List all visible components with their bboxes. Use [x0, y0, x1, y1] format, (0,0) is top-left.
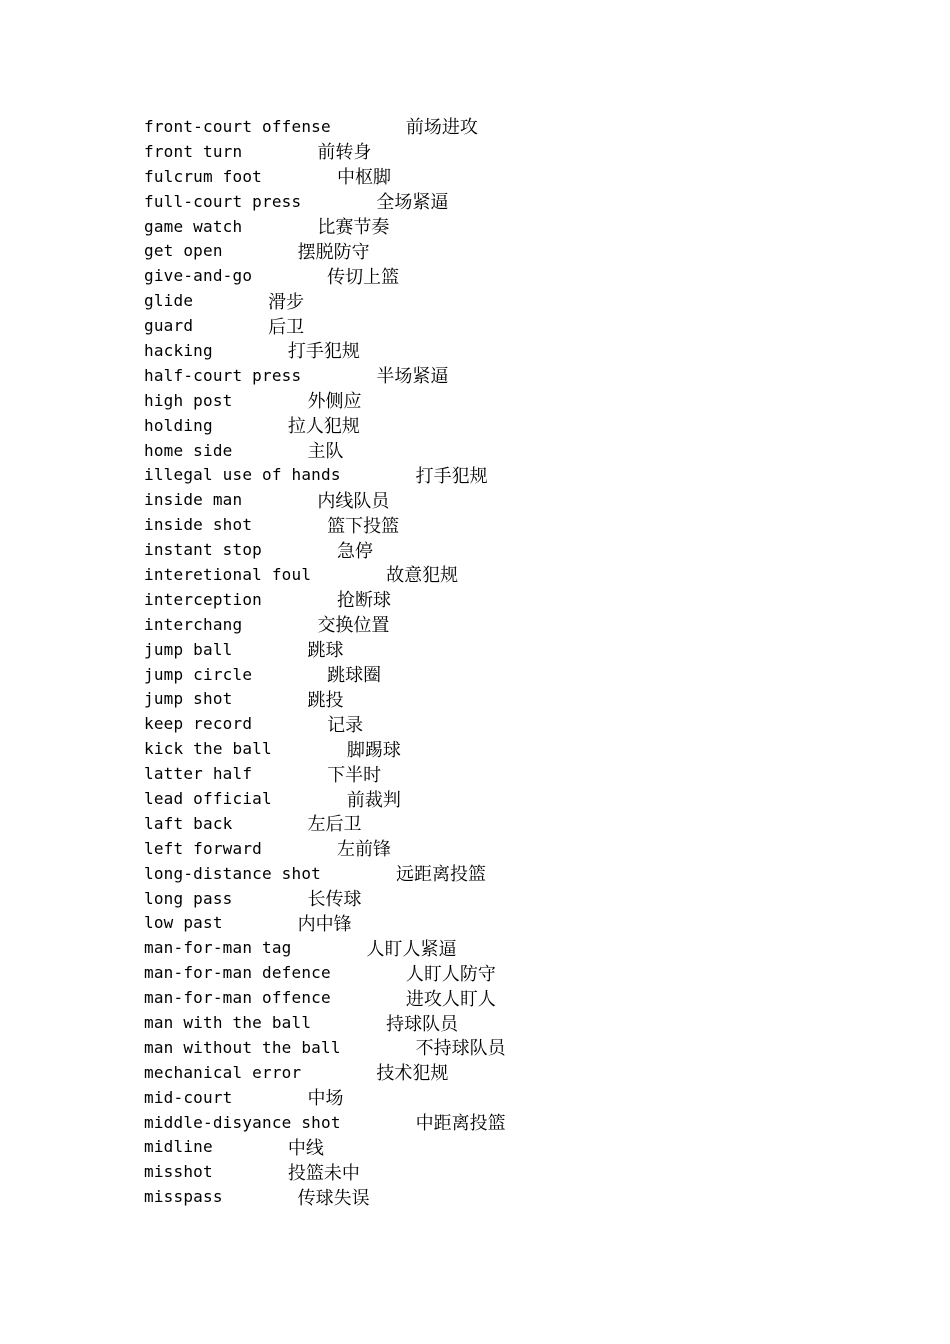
- glossary-entry: [144, 1060, 506, 1085]
- entry-translation: 技术犯规: [376, 1063, 449, 1085]
- entry-term: give-and-go: [144, 266, 253, 286]
- entry-term: mid-court: [144, 1087, 233, 1107]
- glossary-entry: [144, 537, 506, 562]
- glossary-list: [144, 114, 506, 1209]
- entry-translation: 滑步: [268, 291, 305, 313]
- entry-translation: 进攻人盯人: [405, 988, 496, 1010]
- glossary-entry: [144, 686, 506, 711]
- glossary-entry: [144, 288, 506, 313]
- entry-term: latter half: [144, 764, 253, 784]
- entry-translation: 下半时: [327, 764, 382, 786]
- entry-translation: 脚踢球: [346, 739, 401, 761]
- entry-term: home side: [144, 440, 233, 460]
- entry-translation: 传切上篮: [327, 266, 400, 288]
- entry-term: man-for-man tag: [144, 938, 292, 958]
- entry-term: interetional foul: [144, 564, 312, 584]
- entry-translation: 持球队员: [386, 1013, 459, 1035]
- glossary-entry: [144, 786, 506, 811]
- entry-term: illegal use of hands: [144, 465, 341, 485]
- entry-translation: 抢断球: [337, 590, 391, 612]
- entry-term: man with the ball: [144, 1013, 312, 1032]
- glossary-entry: [144, 1085, 506, 1110]
- entry-translation: 内中锋: [297, 913, 352, 935]
- entry-term: instant stop: [144, 540, 262, 560]
- glossary-entry: [144, 811, 506, 836]
- entry-term: low past: [144, 913, 223, 933]
- glossary-entry: [144, 1159, 506, 1184]
- glossary-entry: [144, 164, 506, 189]
- entry-term: long pass: [144, 888, 233, 908]
- entry-translation: 前场进攻: [405, 117, 478, 139]
- entry-translation: 篮下投篮: [327, 515, 400, 537]
- entry-translation: 故意犯规: [386, 565, 459, 587]
- glossary-entry: [144, 1110, 506, 1135]
- entry-term: jump ball: [144, 639, 233, 659]
- entry-translation: 中距离投篮: [415, 1113, 506, 1135]
- glossary-entry: [144, 114, 506, 139]
- entry-term: man without the ball: [144, 1037, 341, 1057]
- glossary-entry: [144, 861, 506, 886]
- entry-translation: 人盯人防守: [405, 963, 496, 985]
- entry-translation: 打手犯规: [415, 465, 488, 487]
- entry-term: left forward: [144, 838, 262, 858]
- entry-term: laft back: [144, 813, 233, 833]
- entry-translation: 左后卫: [307, 814, 362, 836]
- entry-translation: 内线队员: [317, 490, 390, 512]
- entry-translation: 投篮未中: [287, 1162, 360, 1184]
- entry-term: midline: [144, 1137, 213, 1157]
- entry-term: glide: [144, 291, 194, 311]
- glossary-entry: [144, 1010, 506, 1035]
- glossary-entry: [144, 911, 506, 936]
- entry-translation: 长传球: [307, 889, 362, 911]
- glossary-entry: [144, 238, 506, 263]
- glossary-entry: [144, 736, 506, 761]
- entry-term: keep record: [144, 714, 253, 734]
- entry-term: middle-disyance shot: [144, 1112, 341, 1132]
- glossary-entry: [144, 263, 506, 288]
- glossary-entry: [144, 363, 506, 388]
- entry-term: interception: [144, 589, 262, 609]
- glossary-entry: [144, 637, 506, 662]
- entry-term: misspass: [144, 1187, 223, 1207]
- entry-term: guard: [144, 316, 194, 336]
- glossary-entry: [144, 214, 506, 239]
- entry-translation: 记录: [327, 714, 364, 736]
- glossary-entry: [144, 711, 506, 736]
- entry-term: front turn: [144, 141, 243, 161]
- entry-term: inside man: [144, 490, 243, 510]
- entry-term: half-court press: [144, 365, 302, 385]
- glossary-entry: [144, 139, 506, 164]
- glossary-entry: [144, 388, 506, 413]
- glossary-entry: [144, 512, 506, 537]
- entry-translation: 跳投: [307, 689, 344, 711]
- entry-translation: 人盯人紧逼: [366, 938, 457, 960]
- entry-translation: 后卫: [268, 316, 305, 338]
- entry-term: fulcrum foot: [144, 166, 262, 186]
- glossary-entry: [144, 1035, 506, 1060]
- entry-term: misshot: [144, 1162, 213, 1182]
- glossary-entry: [144, 587, 506, 612]
- entry-translation: 传球失误: [297, 1187, 370, 1209]
- entry-translation: 不持球队员: [415, 1038, 506, 1060]
- entry-term: holding: [144, 415, 213, 435]
- entry-term: game watch: [144, 216, 243, 236]
- entry-translation: 跳球圈: [327, 665, 382, 687]
- glossary-entry: [144, 487, 506, 512]
- entry-translation: 左前锋: [337, 839, 391, 861]
- glossary-entry: [144, 1184, 506, 1209]
- glossary-entry: [144, 662, 506, 687]
- glossary-entry: [144, 985, 506, 1010]
- glossary-entry: [144, 836, 506, 861]
- glossary-entry: [144, 313, 506, 338]
- entry-translation: 前裁判: [346, 789, 401, 811]
- entry-translation: 中场: [307, 1088, 344, 1110]
- glossary-entry: [144, 562, 506, 587]
- entry-term: mechanical error: [144, 1062, 302, 1082]
- entry-translation: 拉人犯规: [287, 416, 360, 438]
- entry-translation: 打手犯规: [287, 341, 360, 363]
- entry-translation: 中枢脚: [337, 167, 391, 189]
- entry-term: long-distance shot: [144, 863, 321, 883]
- glossary-entry: [144, 935, 506, 960]
- entry-term: front-court offense: [144, 116, 331, 136]
- entry-term: inside shot: [144, 515, 253, 535]
- entry-term: kick the ball: [144, 739, 272, 759]
- entry-translation: 跳球: [307, 640, 344, 662]
- entry-translation: 主队: [307, 441, 344, 463]
- entry-translation: 全场紧逼: [376, 192, 449, 214]
- glossary-entry: [144, 612, 506, 637]
- entry-term: man-for-man offence: [144, 988, 331, 1008]
- glossary-entry: [144, 1135, 506, 1160]
- glossary-entry: [144, 438, 506, 463]
- entry-translation: 交换位置: [317, 615, 390, 637]
- entry-translation: 摆脱防守: [297, 241, 370, 263]
- entry-translation: 比赛节奏: [317, 217, 390, 239]
- entry-term: interchang: [144, 614, 243, 634]
- entry-translation: 半场紧逼: [376, 366, 449, 388]
- entry-term: jump circle: [144, 664, 253, 684]
- entry-translation: 急停: [337, 540, 373, 562]
- glossary-entry: [144, 413, 506, 438]
- entry-term: full-court press: [144, 191, 302, 211]
- entry-term: jump shot: [144, 689, 233, 709]
- entry-term: lead official: [144, 788, 272, 808]
- glossary-entry: [144, 189, 506, 214]
- entry-term: man-for-man defence: [144, 963, 331, 983]
- entry-translation: 前转身: [317, 142, 372, 164]
- glossary-entry: [144, 338, 506, 363]
- entry-translation: 外侧应: [307, 391, 362, 413]
- entry-term: hacking: [144, 340, 213, 360]
- entry-translation: 中线: [287, 1137, 324, 1159]
- glossary-entry: [144, 462, 506, 487]
- entry-term: get open: [144, 241, 223, 261]
- glossary-entry: [144, 886, 506, 911]
- entry-translation: 远距离投篮: [396, 864, 486, 886]
- glossary-entry: [144, 761, 506, 786]
- entry-term: high post: [144, 390, 233, 410]
- glossary-entry: [144, 960, 506, 985]
